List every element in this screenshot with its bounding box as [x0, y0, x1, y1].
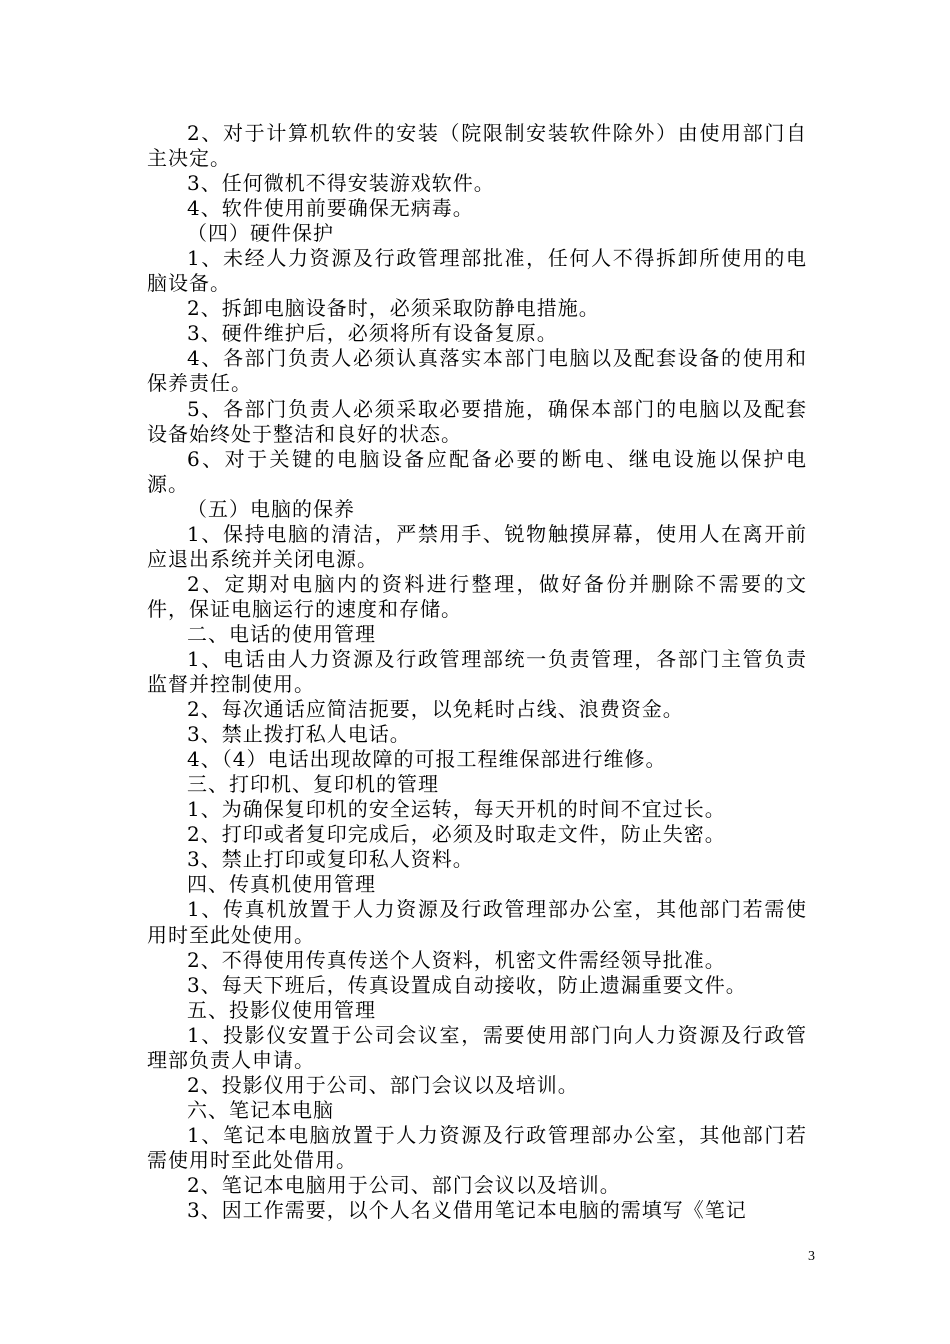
- paragraph-keep-clean: 1、保持电脑的清洁，严禁用手、锐物触摸屏幕，使用人在离开前应退出系统并关闭电源。: [147, 521, 807, 571]
- paragraph-no-private-calls: 3、禁止拨打私人电话。: [187, 722, 411, 747]
- paragraph-fax-restrictions: 2、不得使用传真传送个人资料，机密文件需经领导批准。: [187, 947, 726, 972]
- paragraph-copier-safety: 1、为确保复印机的安全运转，每天开机的时间不宜过长。: [187, 797, 726, 822]
- section-heading-projector: 五、投影仪使用管理: [187, 997, 376, 1022]
- paragraph-projector-location: 1、投影仪安置于公司会议室，需要使用部门向人力资源及行政管理部负责人申请。: [147, 1022, 807, 1072]
- section-heading-fax: 四、传真机使用管理: [187, 872, 376, 897]
- paragraph-fax-auto-receive: 3、每天下班后，传真设置成自动接收，防止遗漏重要文件。: [187, 972, 747, 997]
- paragraph-no-private-printing: 3、禁止打印或复印私人资料。: [187, 847, 474, 872]
- paragraph-organize-data: 2、定期对电脑内的资料进行整理，做好备份并删除不需要的文件，保证电脑运行的速度和存储。: [147, 571, 807, 621]
- paragraph-laptop-location: 1、笔记本电脑放置于人力资源及行政管理部办公室，其他部门若需使用时至此处借用。: [147, 1122, 807, 1172]
- paragraph-software-install: 2、对于计算机软件的安装（院限制安装软件除外）由使用部门自主决定。: [147, 121, 807, 171]
- page-number: 3: [808, 1249, 815, 1264]
- paragraph-laptop-borrowing: 3、因工作需要，以个人名义借用笔记本电脑的需填写《笔记: [187, 1198, 747, 1223]
- section-heading-hardware-protection: （四）硬件保护: [187, 221, 334, 246]
- paragraph-no-games: 3、任何微机不得安装游戏软件。: [187, 171, 495, 196]
- paragraph-retrieve-documents: 2、打印或者复印完成后，必须及时取走文件，防止失密。: [187, 822, 726, 847]
- section-heading-telephone: 二、电话的使用管理: [187, 621, 376, 646]
- section-heading-computer-maintenance: （五）电脑的保养: [187, 496, 355, 521]
- paragraph-concise-calls: 2、每次通话应简洁扼要，以免耗时占线、浪费资金。: [187, 697, 684, 722]
- paragraph-phone-management: 1、电话由人力资源及行政管理部统一负责管理，各部门主管负责监督并控制使用。: [147, 646, 807, 697]
- paragraph-virus-free: 4、软件使用前要确保无病毒。: [187, 196, 474, 221]
- document-body: [147, 121, 807, 1223]
- paragraph-power-protection: 6、对于关键的电脑设备应配备必要的断电、继电设施以保护电源。: [147, 446, 807, 496]
- paragraph-department-responsibility: 4、各部门负责人必须认真落实本部门电脑以及配套设备的使用和保养责任。: [147, 346, 807, 396]
- paragraph-fax-location: 1、传真机放置于人力资源及行政管理部办公室，其他部门若需使用时至此处使用。: [147, 897, 807, 947]
- paragraph-laptop-use: 2、笔记本电脑用于公司、部门会议以及培训。: [187, 1172, 621, 1197]
- paragraph-necessary-measures: 5、各部门负责人必须采取必要措施，确保本部门的电脑以及配套设备始终处于整洁和良好的状态。: [147, 396, 807, 446]
- section-heading-printer-copier: 三、打印机、复印机的管理: [187, 772, 439, 797]
- paragraph-phone-repair: 4、（4）电话出现故障的可报工程维保部进行维修。: [187, 747, 667, 772]
- paragraph-antistatic: 2、拆卸电脑设备时，必须采取防静电措施。: [187, 296, 600, 321]
- section-heading-laptop: 六、笔记本电脑: [187, 1097, 334, 1122]
- paragraph-projector-use: 2、投影仪用于公司、部门会议以及培训。: [187, 1072, 579, 1097]
- paragraph-no-disassembly: 1、未经人力资源及行政管理部批准，任何人不得拆卸所使用的电脑设备。: [147, 246, 807, 296]
- paragraph-restore-equipment: 3、硬件维护后，必须将所有设备复原。: [187, 321, 558, 346]
